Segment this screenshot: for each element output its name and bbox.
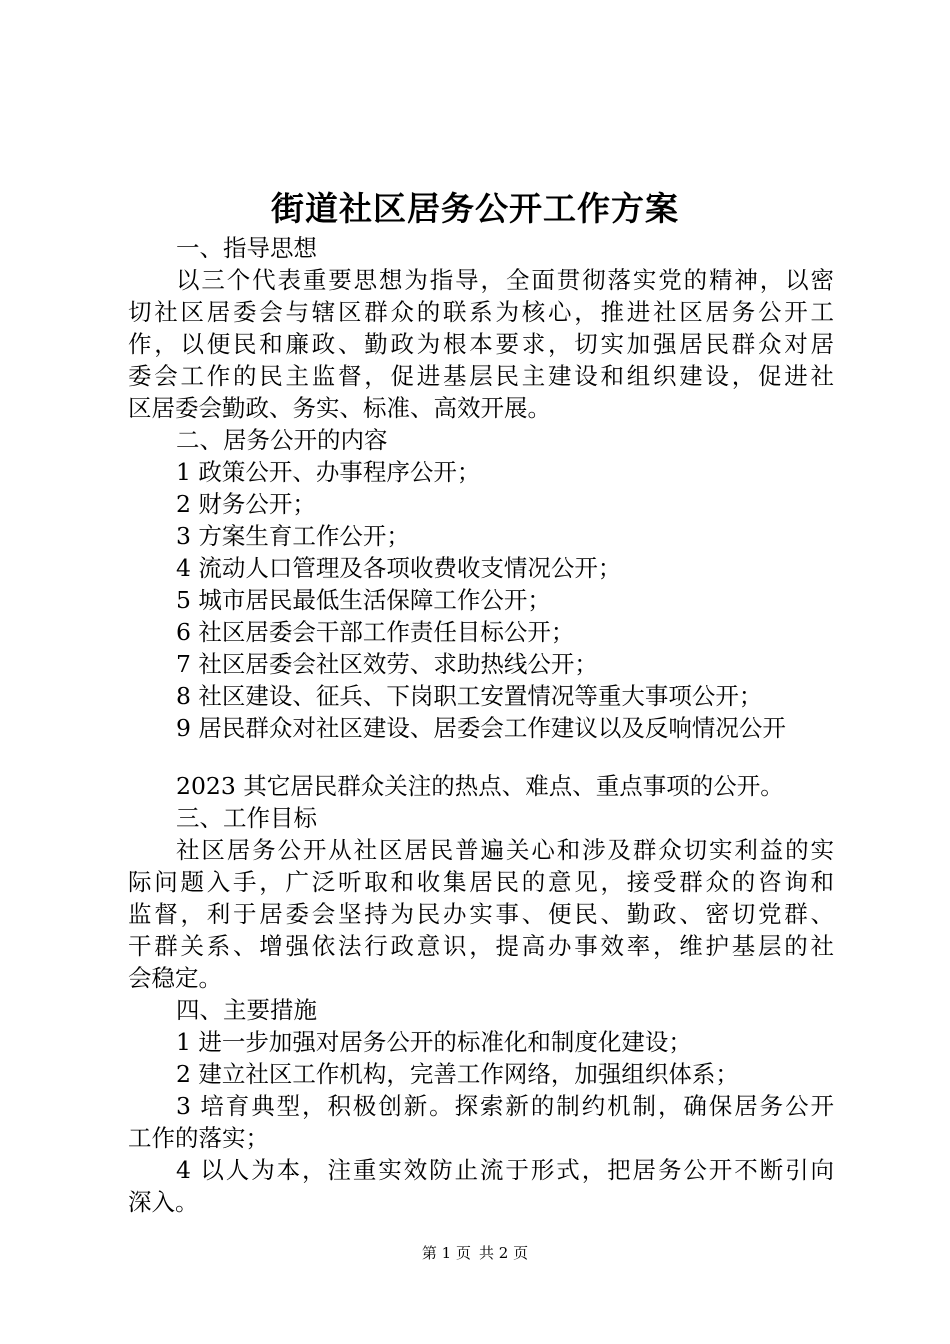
list-item: 1 政策公开、办事程序公开； — [176, 458, 481, 486]
paragraph-line: 社区居务公开从社区居民普遍关心和涉及群众切实利益的实 — [176, 836, 834, 864]
page-total: 共 2 页 — [479, 1244, 529, 1262]
document-title: 街道社区居务公开工作方案 — [271, 189, 679, 228]
paragraph-line: 作，以便民和廉政、勤政为根本要求，切实加强居民群众对居 — [128, 330, 834, 358]
list-item: 4 以人为本，注重实效防止流于形式，把居务公开不断引向 — [176, 1156, 834, 1184]
paragraph-line: 际问题入手，广泛听取和收集居民的意见，接受群众的咨询和 — [128, 868, 834, 896]
list-item: 1 进一步加强对居务公开的标准化和制度化建设； — [176, 1028, 692, 1056]
paragraph-line: 委会工作的民主监督，促进基层民主建设和组织建设，促进社 — [128, 362, 834, 390]
paragraph-line: 会稳定。 — [128, 964, 222, 992]
list-item: 4 流动人口管理及各项收费收支情况公开； — [176, 554, 622, 582]
section-heading: 一、指导思想 — [176, 234, 317, 262]
list-item: 5 城市居民最低生活保障工作公开； — [176, 586, 551, 614]
section-heading: 三、工作目标 — [176, 804, 317, 832]
list-item: 9 居民群众对社区建设、居委会工作建议以及反响情况公开 — [176, 714, 786, 742]
document-body — [128, 232, 834, 1218]
list-item: 8 社区建设、征兵、下岗职工安置情况等重大事项公开； — [176, 682, 763, 710]
blank-gap — [128, 744, 834, 770]
list-item: 7 社区居委会社区效劳、求助热线公开； — [176, 650, 598, 678]
list-item: 6 社区居委会干部工作责任目标公开； — [176, 618, 575, 646]
section-heading: 四、主要措施 — [176, 996, 317, 1024]
paragraph-line: 以三个代表重要思想为指导，全面贯彻落实党的精神，以密 — [176, 266, 834, 294]
paragraph-line: 监督，利于居委会坚持为民办实事、便民、勤政、密切党群、 — [128, 900, 834, 928]
list-item: 2 建立社区工作机构，完善工作网络，加强组织体系； — [176, 1060, 739, 1088]
list-item-continuation: 工作的落实； — [128, 1124, 269, 1152]
list-item: 3 方案生育工作公开； — [176, 522, 410, 550]
paragraph-line: 切社区居委会与辖区群众的联系为核心，推进社区居务公开工 — [128, 298, 834, 326]
page-footer — [0, 1243, 950, 1263]
section-heading: 二、居务公开的内容 — [176, 426, 388, 454]
list-item: 2 财务公开； — [176, 490, 316, 518]
list-item-continuation: 深入。 — [128, 1188, 199, 1216]
paragraph-line: 区居委会勤政、务实、标准、高效开展。 — [128, 394, 551, 422]
paragraph-line: 干群关系、增强依法行政意识，提高办事效率，维护基层的社 — [128, 932, 834, 960]
page-number: 第 1 页 — [421, 1244, 471, 1262]
list-item: 2023 其它居民群众关注的热点、难点、重点事项的公开。 — [176, 772, 784, 800]
list-item: 3 培育典型，积极创新。探索新的制约机制，确保居务公开 — [176, 1092, 834, 1120]
